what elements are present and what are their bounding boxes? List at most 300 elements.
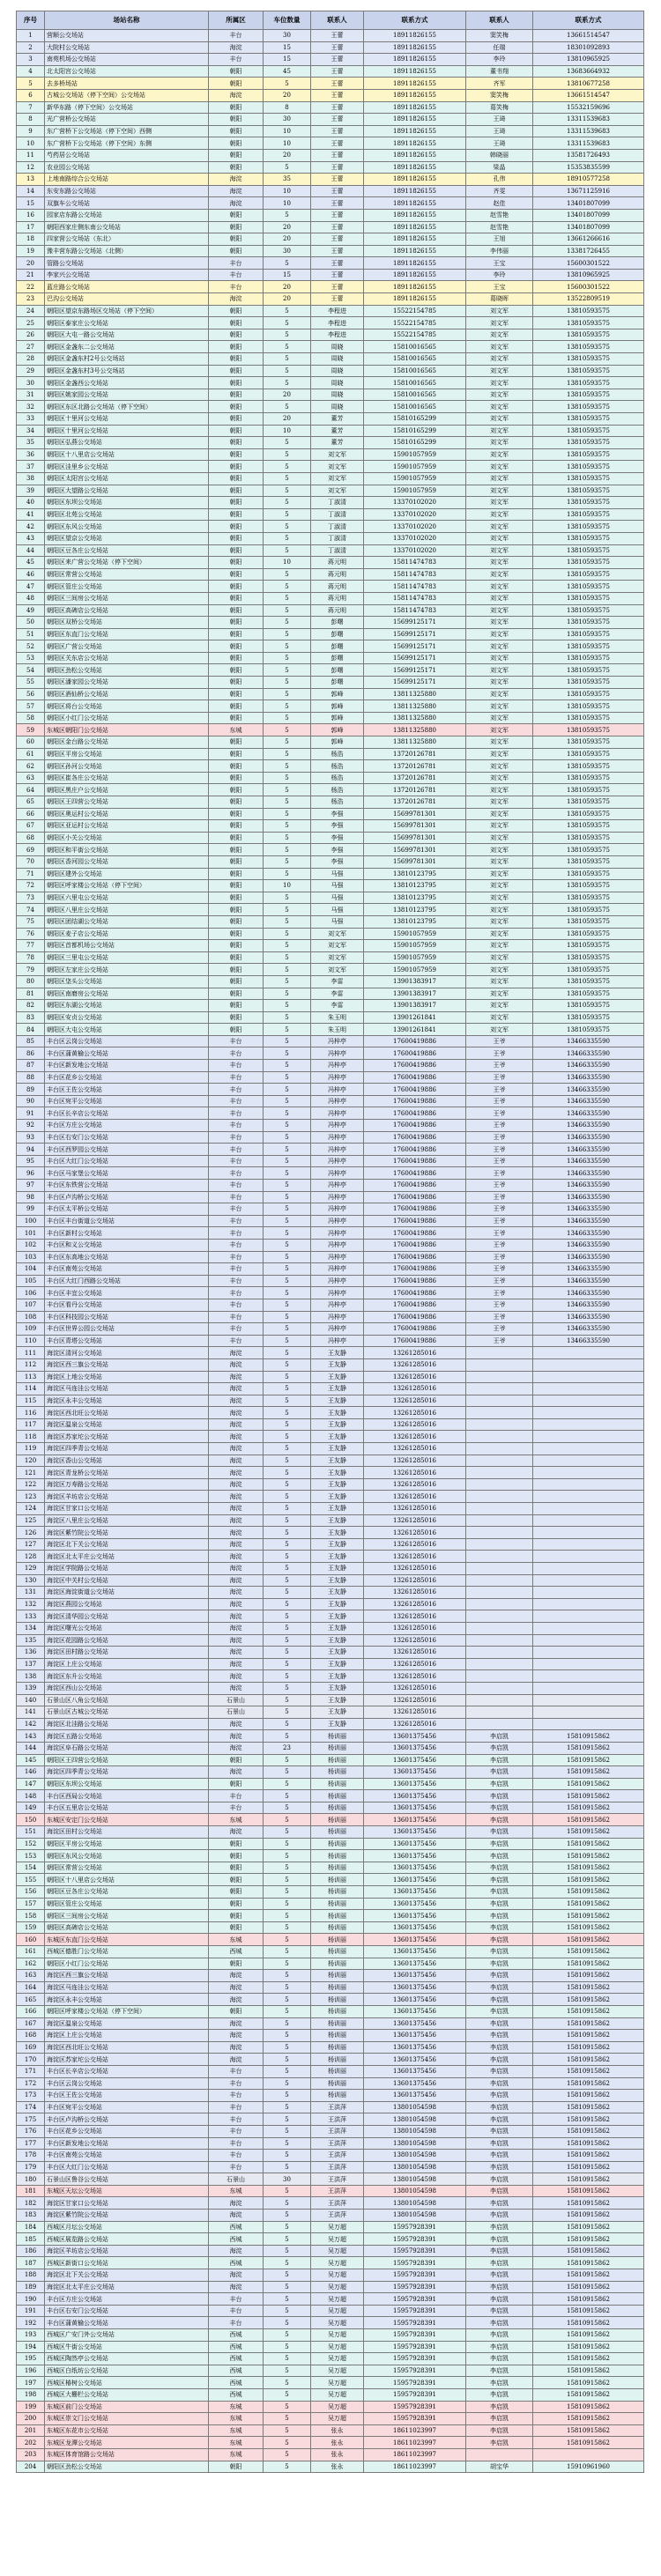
cell-phone: 13901261841 — [364, 1024, 466, 1036]
cell-contact: 王蕾 — [311, 174, 364, 186]
cell-no: 99 — [17, 1203, 45, 1216]
cell-contact2: 李启凯 — [466, 2269, 533, 2282]
cell-contact: 张永 — [311, 2437, 364, 2449]
cell-phone: 13810123795 — [364, 892, 466, 904]
cell-name: 海淀区北下关公交场站 — [45, 1538, 209, 1551]
table-row — [17, 1203, 644, 1216]
cell-phone: 13261285016 — [364, 1418, 466, 1431]
table-row — [17, 1862, 644, 1874]
cell-contact2: 李启凯 — [466, 2077, 533, 2090]
cell-phone: 18911826155 — [364, 209, 466, 221]
cell-district: 朝阳 — [209, 808, 264, 820]
cell-phone: 13261285016 — [364, 1455, 466, 1467]
table-row — [17, 988, 644, 1000]
cell-count: 5 — [264, 2388, 311, 2401]
table-row — [17, 1598, 644, 1610]
cell-name: 朝阳区姚家园公交场站 — [45, 389, 209, 401]
cell-contact: 杨训丽 — [311, 1874, 364, 1886]
cell-phone: 13801054598 — [364, 2113, 466, 2126]
cell-phone2: 13466335590 — [533, 1239, 644, 1251]
cell-contact: 吴万超 — [311, 2245, 364, 2257]
cell-phone: 13811325880 — [364, 712, 466, 724]
cell-contact: 王蕾 — [311, 233, 364, 246]
cell-district: 海淀 — [209, 1478, 264, 1491]
cell-phone: 13261285016 — [364, 1622, 466, 1634]
cell-district: 丰台 — [209, 1071, 264, 1084]
cell-phone2: 13466335590 — [533, 1060, 644, 1072]
cell-no: 65 — [17, 796, 45, 809]
cell-count: 5 — [264, 988, 311, 1000]
cell-contact2: 李启凯 — [466, 2150, 533, 2162]
cell-contact2: 刘文军 — [466, 497, 533, 509]
cell-phone: 15522154785 — [364, 305, 466, 317]
cell-no: 18 — [17, 233, 45, 246]
cell-count: 5 — [264, 568, 311, 581]
cell-contact: 王蕾 — [311, 41, 364, 54]
cell-phone: 18911826155 — [364, 269, 466, 281]
cell-count: 5 — [264, 1862, 311, 1874]
cell-no: 125 — [17, 1514, 45, 1527]
cell-name: 朝阳区常营公交场站 — [45, 1862, 209, 1874]
cell-phone2 — [533, 1503, 644, 1515]
cell-phone: 13601375456 — [364, 1970, 466, 1982]
cell-count: 5 — [264, 1467, 311, 1479]
cell-no: 109 — [17, 1323, 45, 1336]
cell-phone2: 13401807099 — [533, 209, 644, 221]
cell-count: 10 — [264, 557, 311, 569]
cell-phone2 — [533, 2448, 644, 2461]
table-row — [17, 2041, 644, 2054]
cell-no: 2 — [17, 41, 45, 54]
cell-count: 5 — [264, 1047, 311, 1060]
cell-count: 5 — [264, 1144, 311, 1156]
cell-district: 丰台 — [209, 1060, 264, 1072]
cell-count: 5 — [264, 544, 311, 557]
cell-contact2: 王爷 — [466, 1287, 533, 1299]
cell-name: 朝阳区豆各庄公交场站 — [45, 1886, 209, 1899]
table-row — [17, 1514, 644, 1527]
cell-contact2: 刘文军 — [466, 581, 533, 593]
cell-name: 朝阳区东坝公交场站 — [45, 497, 209, 509]
cell-count: 5 — [264, 1503, 311, 1515]
cell-contact2: 王琦 — [466, 114, 533, 126]
cell-phone: 18911826155 — [364, 185, 466, 197]
cell-no: 186 — [17, 2245, 45, 2257]
table-row — [17, 1144, 644, 1156]
cell-district: 海淀 — [209, 1766, 264, 1779]
table-row — [17, 461, 644, 473]
cell-name: 东广营桥下公交场站（停下空间）西侧 — [45, 125, 209, 137]
cell-no: 37 — [17, 461, 45, 473]
cell-count: 5 — [264, 2365, 311, 2377]
cell-phone2 — [533, 1634, 644, 1647]
cell-name: 四家营公交场站（东北） — [45, 233, 209, 246]
cell-contact2: 王爷 — [466, 1144, 533, 1156]
cell-count: 5 — [264, 1299, 311, 1311]
cell-phone: 13601375456 — [364, 1886, 466, 1899]
cell-phone: 13261285016 — [364, 1383, 466, 1395]
cell-name: 丰台区大红门西路公交场站 — [45, 1275, 209, 1287]
cell-no: 95 — [17, 1155, 45, 1167]
table-row — [17, 928, 644, 940]
cell-phone2: 13810593575 — [533, 425, 644, 437]
cell-no: 184 — [17, 2221, 45, 2233]
cell-contact: 王友静 — [311, 1491, 364, 1503]
cell-name: 海淀区燕园公交场站 — [45, 1598, 209, 1610]
cell-phone: 13370102020 — [364, 497, 466, 509]
cell-name: 朝阳区小关公交场站 — [45, 832, 209, 844]
cell-phone: 15810165299 — [364, 437, 466, 449]
cell-no: 189 — [17, 2281, 45, 2293]
cell-contact: 王蕾 — [311, 54, 364, 66]
cell-contact: 李强 — [311, 808, 364, 820]
cell-phone: 15699781301 — [364, 820, 466, 833]
cell-count: 5 — [264, 2245, 311, 2257]
table-row — [17, 628, 644, 640]
table-row — [17, 2221, 644, 2233]
cell-contact: 吴万超 — [311, 2377, 364, 2389]
cell-name: 朝阳区大屯公交场站 — [45, 1024, 209, 1036]
cell-name: 朝阳区酒仙桥公交场站 — [45, 688, 209, 700]
cell-no: 79 — [17, 964, 45, 976]
cell-district: 丰台 — [209, 1084, 264, 1096]
cell-no: 176 — [17, 2125, 45, 2137]
cell-phone2: 13661514547 — [533, 89, 644, 101]
cell-no: 81 — [17, 988, 45, 1000]
cell-name: 丰台区青塔公交场站 — [45, 1335, 209, 1347]
cell-count: 30 — [264, 30, 311, 42]
cell-contact2: 李启凯 — [466, 2090, 533, 2102]
cell-name: 海淀区羊坊店公交场站 — [45, 2245, 209, 2257]
cell-count: 5 — [264, 2090, 311, 2102]
cell-count: 5 — [264, 855, 311, 868]
table-row — [17, 1563, 644, 1575]
cell-contact2: 刘文军 — [466, 604, 533, 617]
cell-count: 5 — [264, 161, 311, 174]
cell-phone: 13261285016 — [364, 1587, 466, 1599]
cell-phone2: 13810593575 — [533, 892, 644, 904]
cell-no: 94 — [17, 1144, 45, 1156]
cell-district: 海淀 — [209, 1418, 264, 1431]
table-row — [17, 964, 644, 976]
cell-contact2: 刘文军 — [466, 401, 533, 413]
cell-phone2: 13810593575 — [533, 532, 644, 544]
cell-contact: 王友静 — [311, 1598, 364, 1610]
cell-district: 丰台 — [209, 1227, 264, 1240]
table-row — [17, 1251, 644, 1263]
cell-contact2: 王爷 — [466, 1155, 533, 1167]
cell-name: 朝阳区建外公交场站 — [45, 868, 209, 880]
table-row — [17, 640, 644, 653]
cell-count: 5 — [264, 1551, 311, 1563]
cell-count: 5 — [264, 1970, 311, 1982]
cell-no: 88 — [17, 1071, 45, 1084]
cell-district: 石景山 — [209, 1706, 264, 1719]
cell-count: 5 — [264, 2137, 311, 2150]
cell-phone: 15957928391 — [364, 2305, 466, 2317]
cell-name: 朝阳区平房公交场站 — [45, 748, 209, 760]
cell-phone: 13720126781 — [364, 748, 466, 760]
cell-no: 33 — [17, 413, 45, 426]
cell-phone2 — [533, 1478, 644, 1491]
table-row — [17, 1431, 644, 1443]
cell-district: 海淀 — [209, 2245, 264, 2257]
cell-phone2: 13810593575 — [533, 796, 644, 809]
cell-district: 丰台 — [209, 281, 264, 293]
cell-name: 朝阳区泰家庄公交场站 — [45, 317, 209, 329]
table-row — [17, 1084, 644, 1096]
cell-phone2: 13810593575 — [533, 377, 644, 389]
cell-contact: 王友静 — [311, 1647, 364, 1659]
cell-phone: 13261285016 — [364, 1563, 466, 1575]
cell-no: 167 — [17, 2017, 45, 2030]
table-row — [17, 2257, 644, 2269]
cell-count: 5 — [264, 1802, 311, 1814]
cell-district: 海淀 — [209, 2210, 264, 2222]
cell-contact2: 李启凯 — [466, 2113, 533, 2126]
cell-district: 丰台 — [209, 1107, 264, 1120]
table-row — [17, 2150, 644, 2162]
cell-district: 朝阳 — [209, 353, 264, 366]
cell-contact2: 刘文军 — [466, 485, 533, 497]
cell-no: 164 — [17, 1981, 45, 1994]
table-row — [17, 101, 644, 114]
cell-count: 5 — [264, 892, 311, 904]
cell-district: 朝阳 — [209, 305, 264, 317]
cell-count: 5 — [264, 2101, 311, 2113]
cell-phone2 — [533, 1647, 644, 1659]
cell-phone: 15699125171 — [364, 640, 466, 653]
cell-phone2: 13810593575 — [533, 437, 644, 449]
cell-contact: 王蕾 — [311, 185, 364, 197]
cell-phone2: 13810593575 — [533, 604, 644, 617]
cell-phone2: 13810593575 — [533, 784, 644, 796]
cell-contact: 杨训丽 — [311, 1921, 364, 1934]
cell-name: 丰台区卢沟桥公交场站 — [45, 1191, 209, 1203]
cell-phone: 13261285016 — [364, 1527, 466, 1539]
cell-count: 5 — [264, 2150, 311, 2162]
cell-no: 62 — [17, 760, 45, 773]
table-row — [17, 1155, 644, 1167]
cell-count: 5 — [264, 1383, 311, 1395]
cell-phone2: 15810915862 — [533, 1802, 644, 1814]
cell-contact2: 李启凯 — [466, 2030, 533, 2042]
cell-no: 187 — [17, 2257, 45, 2269]
cell-contact: 张永 — [311, 2424, 364, 2437]
table-row — [17, 221, 644, 233]
cell-contact2 — [466, 1467, 533, 1479]
table-row — [17, 78, 644, 90]
cell-phone2: 15810915862 — [533, 1778, 644, 1790]
table-row — [17, 209, 644, 221]
cell-contact: 王洪萍 — [311, 2185, 364, 2197]
cell-name: 海淀区上庄公交场站 — [45, 1658, 209, 1670]
cell-no: 66 — [17, 808, 45, 820]
cell-count: 5 — [264, 1587, 311, 1599]
cell-phone2 — [533, 1358, 644, 1371]
cell-phone2 — [533, 1670, 644, 1683]
cell-phone2 — [533, 1551, 644, 1563]
cell-count: 5 — [264, 1610, 311, 1623]
cell-phone2: 13810593575 — [533, 557, 644, 569]
cell-phone2: 13810593575 — [533, 928, 644, 940]
cell-phone: 13601375456 — [364, 1994, 466, 2006]
cell-no: 191 — [17, 2305, 45, 2317]
cell-phone2: 13466335590 — [533, 1227, 644, 1240]
cell-phone2: 15810915862 — [533, 2353, 644, 2365]
cell-contact2: 李启凯 — [466, 2137, 533, 2150]
cell-no: 165 — [17, 1994, 45, 2006]
cell-count: 5 — [264, 437, 311, 449]
cell-no: 179 — [17, 2161, 45, 2173]
cell-phone2: 15810915862 — [533, 1754, 644, 1766]
cell-phone: 17600419886 — [364, 1095, 466, 1107]
cell-contact: 张永 — [311, 2448, 364, 2461]
cell-count: 5 — [264, 1910, 311, 1922]
table-row — [17, 233, 644, 246]
cell-no: 20 — [17, 257, 45, 270]
cell-phone2 — [533, 1431, 644, 1443]
cell-count: 5 — [264, 820, 311, 833]
cell-name: 朝阳区麦子店公交场站 — [45, 928, 209, 940]
cell-contact2: 李启凯 — [466, 2437, 533, 2449]
cell-phone2: 13466335590 — [533, 1131, 644, 1144]
cell-phone: 13261285016 — [364, 1503, 466, 1515]
cell-no: 142 — [17, 1718, 45, 1730]
cell-name: 去多桥场站 — [45, 78, 209, 90]
cell-district: 海淀 — [209, 1658, 264, 1670]
cell-contact2: 韩晓丽 — [466, 149, 533, 161]
cell-no: 168 — [17, 2030, 45, 2042]
cell-phone: 15901057959 — [364, 485, 466, 497]
cell-phone: 15810165299 — [364, 425, 466, 437]
cell-district: 朝阳 — [209, 101, 264, 114]
cell-count: 5 — [264, 772, 311, 784]
table-row — [17, 448, 644, 461]
table-row — [17, 1239, 644, 1251]
cell-district: 海淀 — [209, 1587, 264, 1599]
cell-name: 东城区东花市公交场站 — [45, 2424, 209, 2437]
col-contact2-header: 联系人 — [466, 11, 533, 30]
table-row — [17, 1035, 644, 1047]
table-row — [17, 65, 644, 78]
cell-no: 56 — [17, 688, 45, 700]
cell-district: 朝阳 — [209, 975, 264, 988]
cell-district: 丰台 — [209, 1335, 264, 1347]
cell-phone2: 13466335590 — [533, 1251, 644, 1263]
table-row — [17, 125, 644, 137]
cell-contact2 — [466, 1598, 533, 1610]
cell-phone: 17600419886 — [364, 1215, 466, 1227]
cell-contact2: 刘文军 — [466, 508, 533, 521]
cell-contact2: 王爷 — [466, 1203, 533, 1216]
cell-contact2 — [466, 1503, 533, 1515]
cell-no: 137 — [17, 1658, 45, 1670]
cell-contact: 王友静 — [311, 1610, 364, 1623]
cell-name: 西城区白纸坊公交场站 — [45, 2365, 209, 2377]
cell-name: 东城区天坛公交场站 — [45, 2185, 209, 2197]
cell-name: 朝阳区金盏东村2号公交场站 — [45, 353, 209, 366]
cell-no: 36 — [17, 448, 45, 461]
cell-phone: 13261285016 — [364, 1634, 466, 1647]
cell-contact2: 刘文军 — [466, 461, 533, 473]
cell-district: 丰台 — [209, 2161, 264, 2173]
cell-district: 朝阳 — [209, 1000, 264, 1012]
cell-count: 5 — [264, 928, 311, 940]
cell-contact: 吴万超 — [311, 2317, 364, 2329]
cell-phone: 18911826155 — [364, 137, 466, 150]
cell-contact: 杨训丽 — [311, 2005, 364, 2017]
cell-contact2: 刘文军 — [466, 928, 533, 940]
cell-contact2: 刘文军 — [466, 832, 533, 844]
cell-no: 17 — [17, 221, 45, 233]
cell-phone: 13810123795 — [364, 904, 466, 916]
cell-count: 5 — [264, 1850, 311, 1862]
cell-district: 朝阳 — [209, 2005, 264, 2017]
cell-no: 200 — [17, 2413, 45, 2425]
cell-phone: 13811325880 — [364, 688, 466, 700]
cell-phone: 13720126781 — [364, 760, 466, 773]
cell-count: 5 — [264, 1598, 311, 1610]
cell-name: 海淀区苏家坨公交场站 — [45, 1431, 209, 1443]
cell-count: 5 — [264, 2065, 311, 2077]
cell-count: 5 — [264, 2317, 311, 2329]
cell-contact: 王友静 — [311, 1514, 364, 1527]
cell-district: 海淀 — [209, 1514, 264, 1527]
cell-phone2: 15910961960 — [533, 2461, 644, 2473]
cell-phone: 13811325880 — [364, 737, 466, 749]
cell-name: 朝阳区三里屯公交场站 — [45, 951, 209, 964]
cell-no: 86 — [17, 1047, 45, 1060]
table-row — [17, 1527, 644, 1539]
cell-contact2: 李启凯 — [466, 2161, 533, 2173]
cell-no: 74 — [17, 904, 45, 916]
cell-name: 海淀区清河公交场站 — [45, 1347, 209, 1359]
cell-contact: 王蕾 — [311, 269, 364, 281]
cell-phone2: 13810593575 — [533, 737, 644, 749]
cell-phone: 15957928391 — [364, 2281, 466, 2293]
cell-phone2: 13810593575 — [533, 975, 644, 988]
cell-no: 5 — [17, 78, 45, 90]
cell-phone2: 13466335590 — [533, 1275, 644, 1287]
cell-no: 120 — [17, 1455, 45, 1467]
table-row — [17, 1383, 644, 1395]
cell-contact: 冯梓亭 — [311, 1107, 364, 1120]
cell-name: 丰台区右安门公交场站 — [45, 2305, 209, 2317]
cell-count: 5 — [264, 1120, 311, 1132]
cell-district: 朝阳 — [209, 1754, 264, 1766]
cell-name: 海淀区紫竹院公交场站 — [45, 1527, 209, 1539]
cell-no: 9 — [17, 125, 45, 137]
cell-phone: 13601375456 — [364, 1946, 466, 1958]
cell-contact2: 李启凯 — [466, 2281, 533, 2293]
table-row — [17, 1742, 644, 1754]
cell-district: 东城 — [209, 1934, 264, 1946]
cell-no: 53 — [17, 652, 45, 664]
cell-contact2: 王爷 — [466, 1263, 533, 1276]
cell-contact2: 王爷 — [466, 1167, 533, 1180]
cell-count: 5 — [264, 1538, 311, 1551]
cell-contact: 王蕾 — [311, 30, 364, 42]
cell-phone: 15957928391 — [364, 2221, 466, 2233]
cell-phone: 15957928391 — [364, 2233, 466, 2246]
cell-phone2: 13810593575 — [533, 664, 644, 677]
cell-count: 45 — [264, 65, 311, 78]
cell-contact2: 李启凯 — [466, 2101, 533, 2113]
cell-district: 丰台 — [209, 2125, 264, 2137]
cell-phone2 — [533, 1491, 644, 1503]
cell-contact: 杨训丽 — [311, 1862, 364, 1874]
